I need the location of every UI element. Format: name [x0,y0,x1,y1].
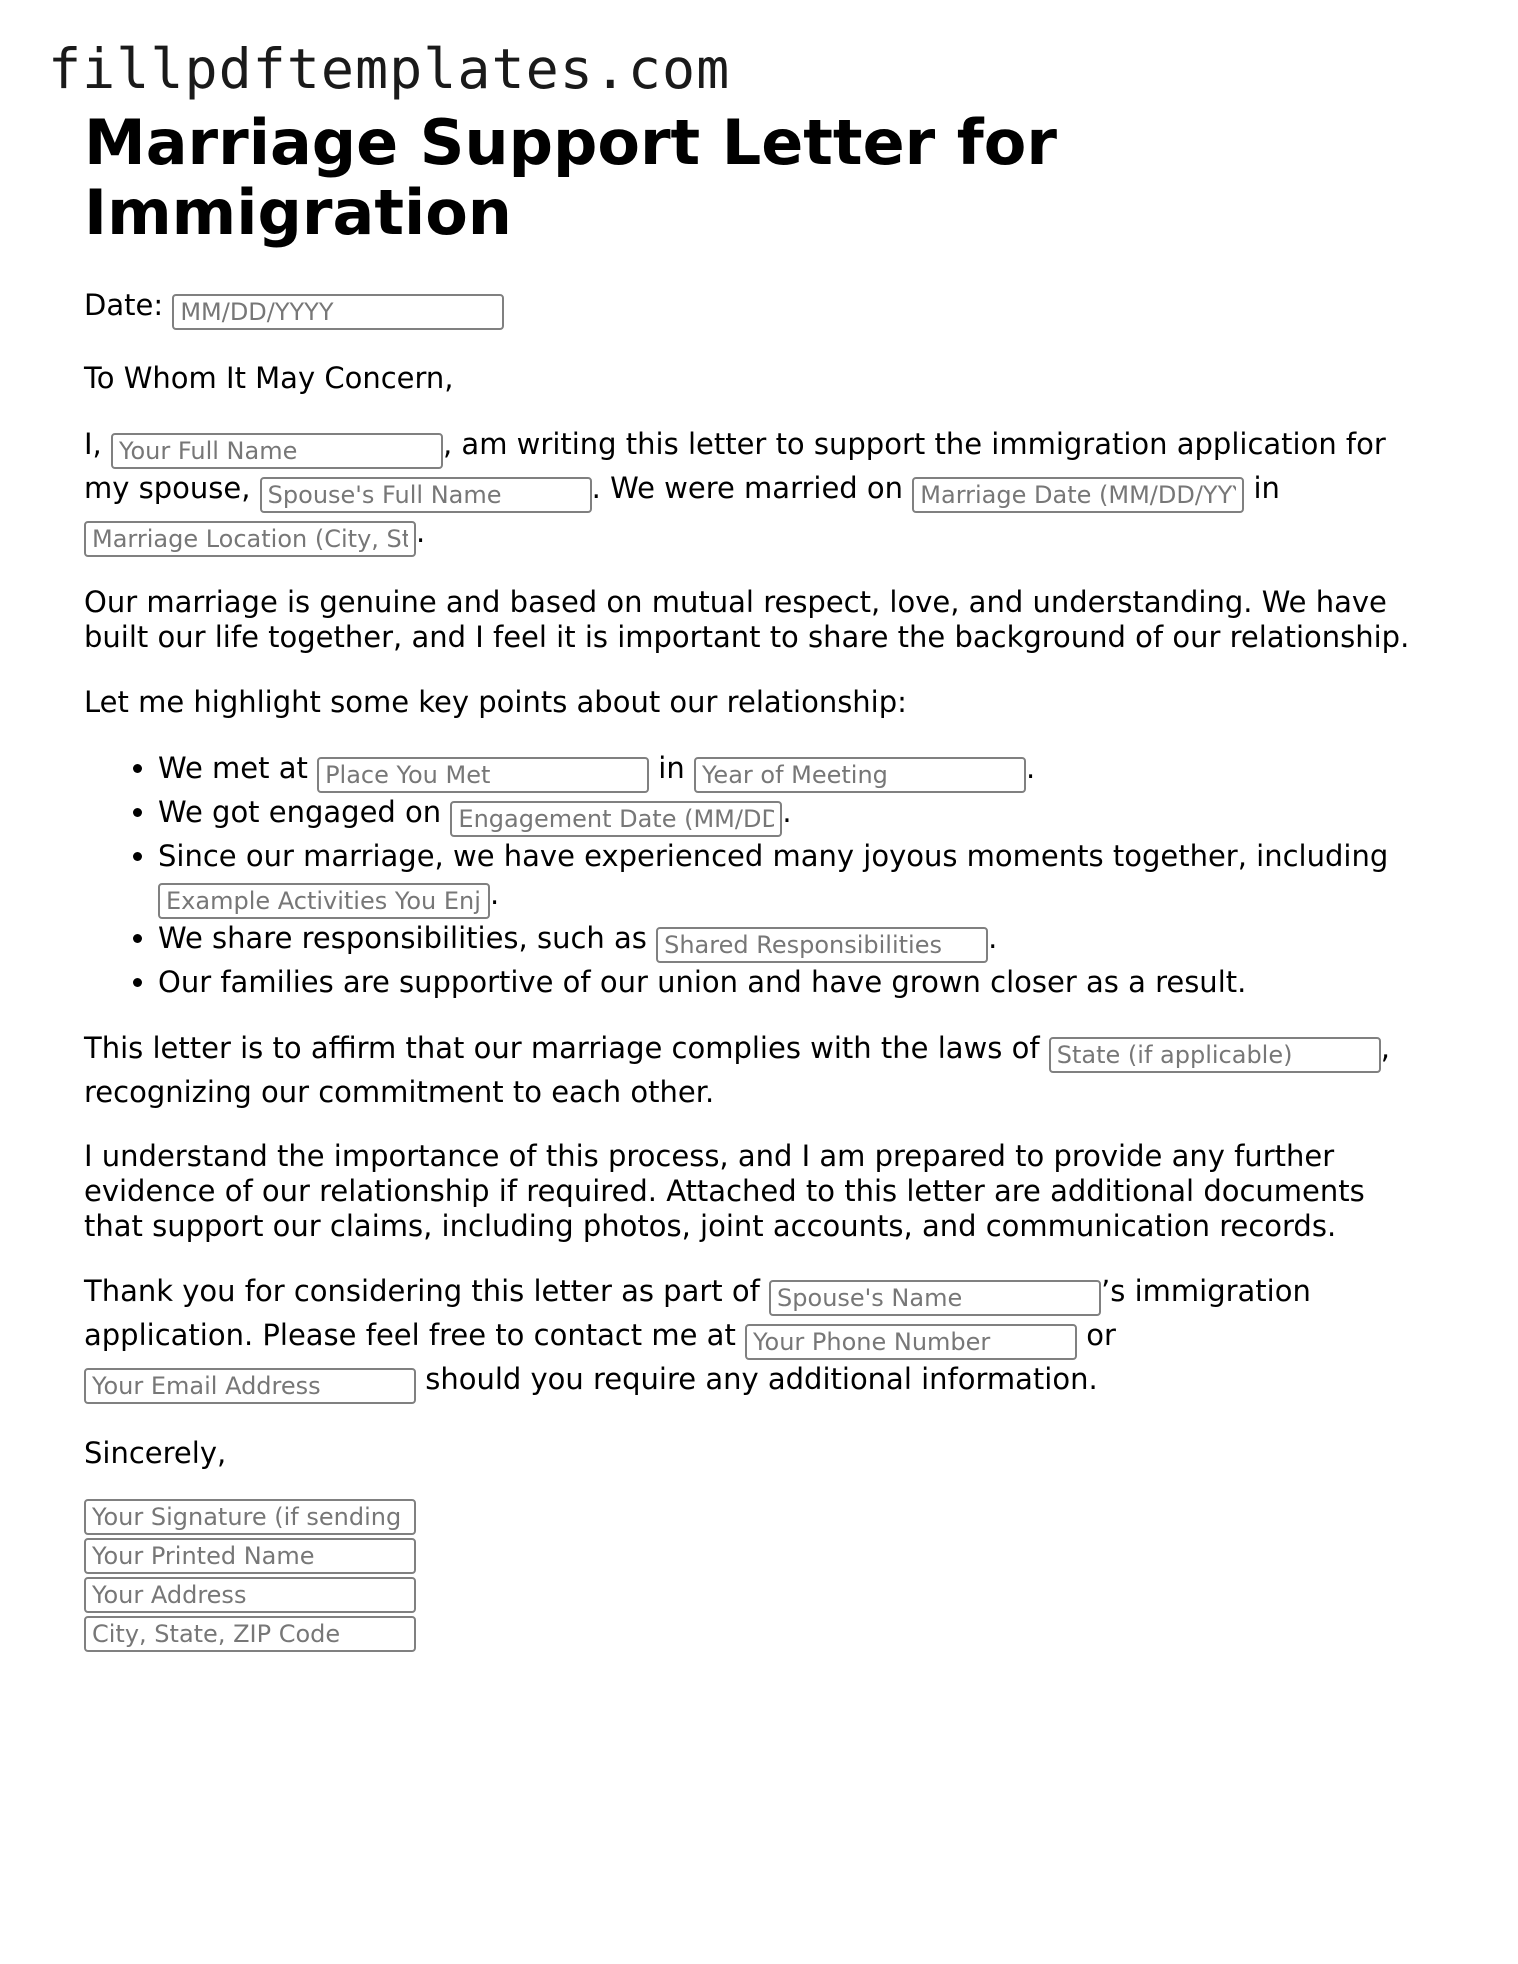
intro-text-4: in [1253,471,1280,505]
thanks-text-4: should you require any additional information. [425,1362,1098,1396]
understand-paragraph: I understand the importance of this process, and I am prepared to provide any further evidence of our relationship if required. Attached to this letter are additional documents that support our claims, including photos, joint accounts, and communication records. [84,1139,1365,1243]
thanks-text-2: ’s immigration application. Please feel free to contact me at [84,1274,1311,1352]
met-text-2: in [658,751,685,785]
responsibilities-field[interactable] [656,927,988,963]
sign-off: Sincerely, [84,1436,227,1470]
key-points-list [84,749,1424,1001]
intro-text-1: I, [84,427,102,461]
highlight-paragraph: Let me highlight some key points about our relationship: [84,685,907,719]
intro-text-3: . We were married on [591,471,904,505]
met-text-1: We met at [158,751,308,785]
affirm-text-1: This letter is to affirm that our marriage complies with the laws of [84,1031,1040,1065]
activities-field[interactable] [158,883,490,919]
affirm-text-2: , recognizing our commitment to each other. [84,1031,1390,1109]
marriage-location-field[interactable] [84,521,416,557]
list-item-moments [158,837,1424,919]
thanks-text-1: Thank you for considering this letter as part of [84,1274,760,1308]
year-meeting-field[interactable] [694,757,1026,793]
site-watermark: fillpdftemplates.com [48,37,731,101]
city-state-zip-field[interactable] [84,1616,416,1652]
signature-field[interactable] [84,1499,416,1535]
list-item-families: • Our families are supportive of our union and have grown closer as a result. [158,963,1424,1001]
marriage-date-field[interactable] [912,477,1244,513]
genuine-paragraph: Our marriage is genuine and based on mutual respect, love, and understanding. We have built our life together, and I feel it is important to share the background of our relationship. [84,585,1410,654]
list-item-responsibilities [158,919,1424,963]
affirm-paragraph [84,1029,1424,1111]
responsibilities-text-1: We share responsibilities, such as [158,921,647,955]
page-title: Marriage Support Letter for Immigration [84,106,1057,249]
moments-text-2: . [490,877,500,911]
list-item-met [158,749,1424,793]
engagement-date-field[interactable] [450,801,782,837]
engaged-text-1: We got engaged on [158,795,442,829]
spouse-full-name-field[interactable] [260,477,592,513]
greeting: To Whom It May Concern, [84,361,454,395]
email-field[interactable] [84,1368,416,1404]
engaged-text-2: . [782,795,792,829]
thanks-text-3: or [1086,1318,1116,1352]
intro-paragraph [84,425,1424,557]
responsibilities-text-2: . [988,921,998,955]
phone-field[interactable] [745,1324,1077,1360]
state-field[interactable] [1049,1037,1381,1073]
intro-text-2: , am writing this letter to support the immigration application for my spouse, [84,427,1386,505]
spouse-name-field[interactable] [769,1280,1101,1316]
date-line [84,286,1424,330]
date-field[interactable] [172,294,504,330]
address-field[interactable] [84,1577,416,1613]
list-item-engaged [158,793,1424,837]
signature-block [84,1499,1424,1652]
full-name-field[interactable] [111,433,443,469]
thanks-paragraph [84,1272,1424,1404]
place-met-field[interactable] [317,757,649,793]
printed-name-field[interactable] [84,1538,416,1574]
date-label: Date: [84,288,164,322]
met-text-3: . [1025,751,1036,785]
moments-text-1: Since our marriage, we have experienced many joyous moments together, including [158,839,1389,873]
letter-document [84,108,1424,1655]
intro-text-5: . [416,515,426,549]
